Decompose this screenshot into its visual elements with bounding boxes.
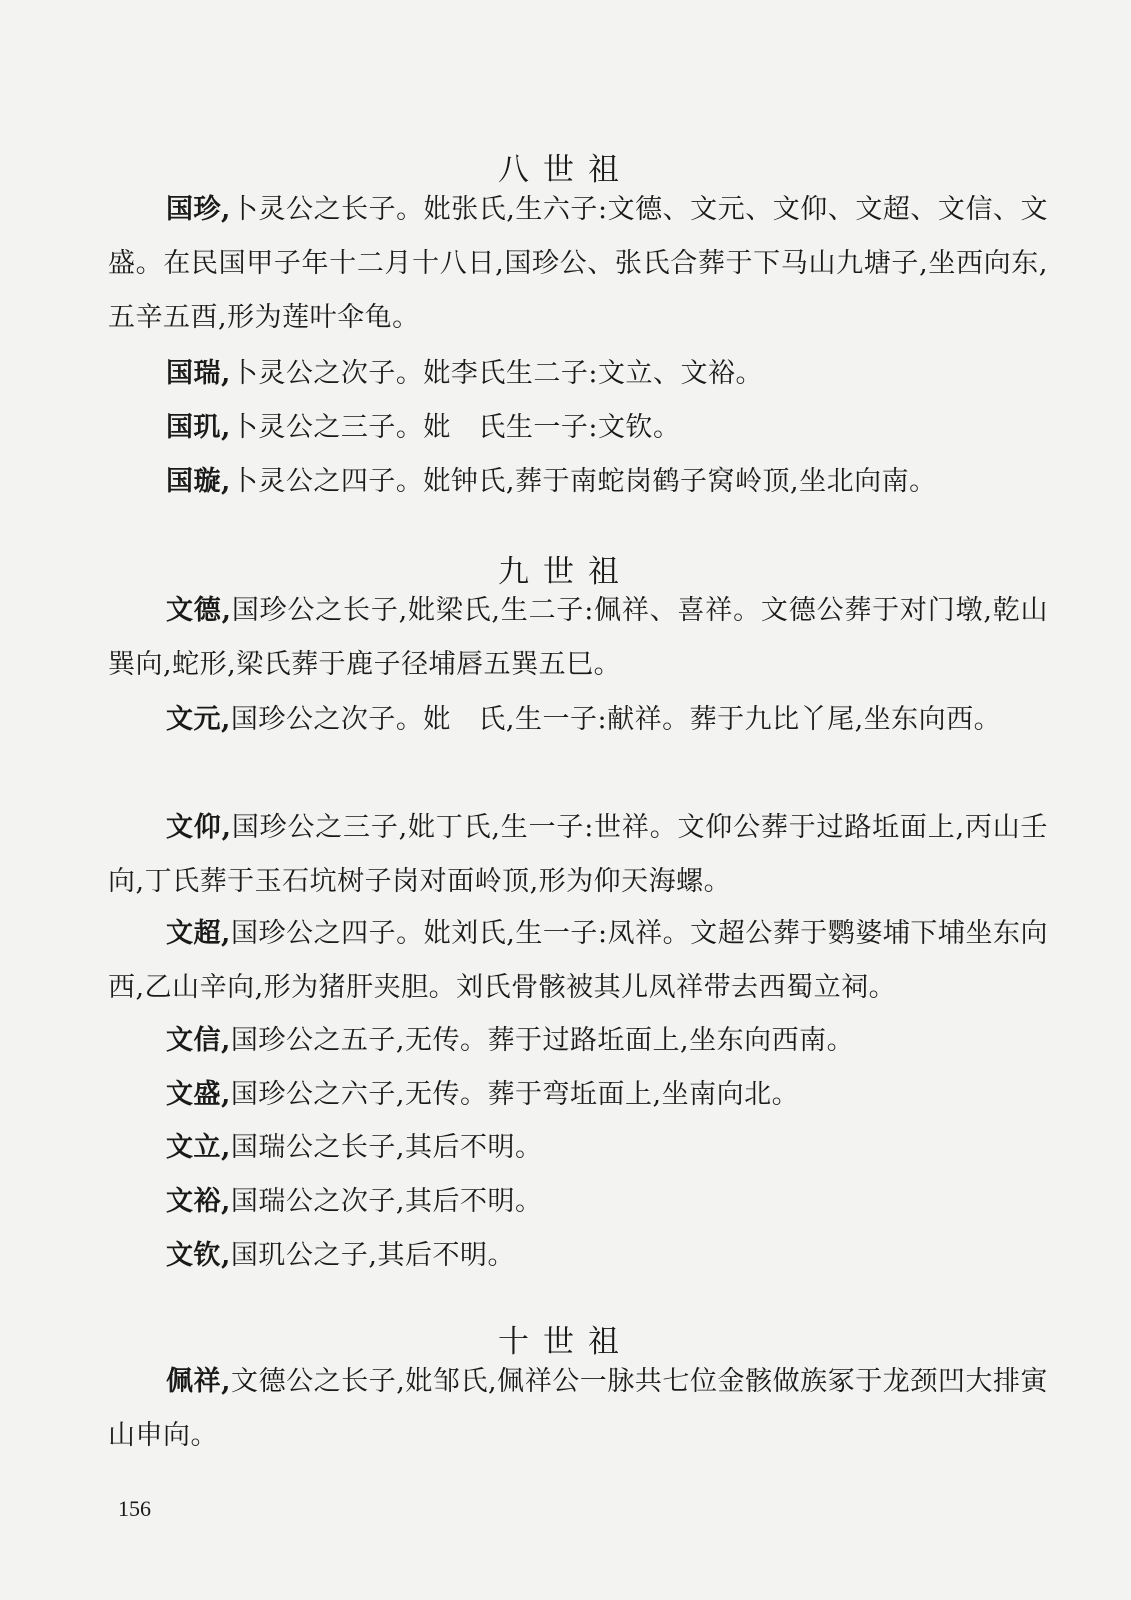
entry-text: 卜灵公之次子。妣李氏生二子:文立、文裕。 [230,358,764,389]
entry-name: 文仰, [166,812,232,843]
page-number: 156 [118,1496,151,1521]
entry-name: 国玑, [166,412,231,443]
entry-name: 文盛, [166,1079,231,1110]
entry-wenqin [108,1229,1048,1283]
entry-text: 国珍公之四子。妣刘氏,生一子:凤祥。文超公葬于鹦婆埔下埔坐东向西,乙山辛向,形为猪肝夹胆。刘氏骨骸被其儿凤祥带去西蜀立祠。 [108,918,1048,1003]
entry-wenchao [108,907,1048,1015]
entry-name: 文立, [166,1132,231,1163]
section-heading-10th-generation: 十世祖 [498,1323,633,1360]
entry-text: 国珍公之次子。妣 氏,生一子:献祥。葬于九比丫尾,坐东向西。 [230,704,1002,735]
entry-text: 文德公之长子,妣邹氏,佩祥公一脉共七位金骸做族冢于龙颈凹大排寅山申向。 [108,1366,1048,1451]
entry-text: 国瑞公之长子,其后不明。 [230,1132,543,1163]
entry-peixiang [108,1355,1048,1463]
entry-guorui [108,347,1048,401]
entry-wenyu [108,1175,1048,1229]
entry-wenyang [108,801,1048,909]
entry-text: 卜灵公之三子。妣 氏生一子:文钦。 [230,412,681,443]
entry-name: 文钦, [166,1240,231,1271]
entry-name: 文裕, [166,1186,231,1217]
entry-wenxin [108,1014,1048,1068]
entry-name: 国珍, [166,194,231,225]
entry-text: 国珍公之三子,妣丁氏,生一子:世祥。文仰公葬于过路坵面上,丙山壬向,丁氏葬于玉石坑树子岗对面岭顶,形为仰天海螺。 [108,812,1049,897]
entry-text: 卜灵公之四子。妣钟氏,葬于南蛇岗鹤子窝岭顶,坐北向南。 [230,466,937,497]
entry-wensheng [108,1068,1048,1122]
entry-wende [108,584,1048,692]
entry-text: 国珍公之长子,妣梁氏,生二子:佩祥、喜祥。文德公葬于对门墩,乾山巽向,蛇形,梁氏葬于鹿子径埔唇五巽五巳。 [108,595,1049,680]
entry-guoji [108,401,1048,455]
section-heading-9th-generation: 九世祖 [498,553,633,590]
entry-text: 卜灵公之长子。妣张氏,生六子:文德、文元、文仰、文超、文信、文盛。在民国甲子年十二月十八日,国珍公、张氏合葬于下马山九塘子,坐西向东,五辛五酉,形为莲叶伞龟。 [108,194,1048,333]
entry-name: 文德, [166,595,232,626]
entry-name: 文超, [166,918,231,949]
entry-name: 文元, [166,704,231,735]
entry-name: 国璇, [166,466,231,497]
entry-text: 国珍公之六子,无传。葬于弯坵面上,坐南向北。 [230,1079,800,1110]
entry-guozhen [108,183,1048,345]
section-heading-8th-generation: 八世祖 [498,151,633,188]
entry-name: 文信, [166,1025,231,1056]
entry-text: 国珍公之五子,无传。葬于过路坵面上,坐东向西南。 [230,1025,855,1056]
entry-wenyuan [108,693,1048,747]
entry-wenli [108,1121,1048,1175]
entry-guoxuan [108,455,1048,509]
entry-name: 国瑞, [166,358,231,389]
entry-name: 佩祥, [166,1366,231,1397]
entry-text: 国瑞公之次子,其后不明。 [230,1186,543,1217]
entry-text: 国玑公之子,其后不明。 [230,1240,515,1271]
